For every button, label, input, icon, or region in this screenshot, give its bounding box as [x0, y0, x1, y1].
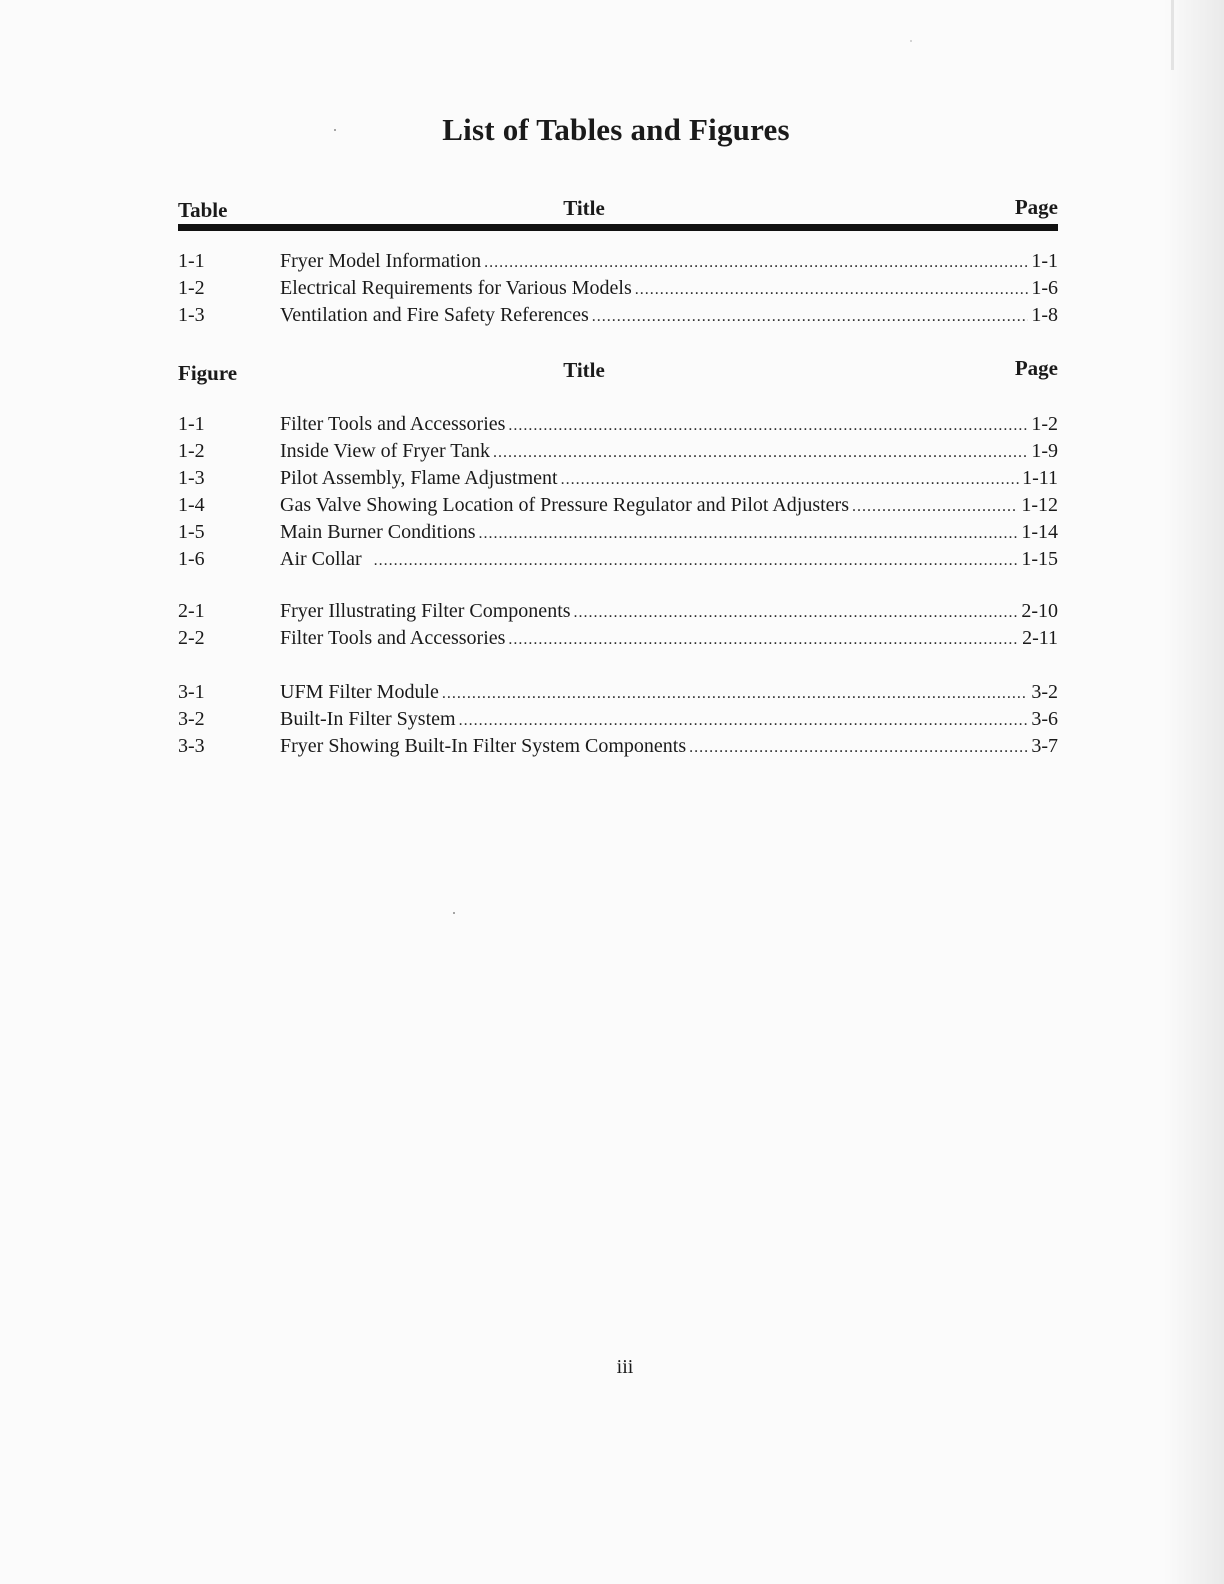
- page-title: List of Tables and Figures: [442, 112, 790, 147]
- entry-page: 1-11: [1022, 467, 1058, 489]
- entry-title: Fryer Showing Built-In Filter System Components: [280, 735, 687, 757]
- table-entry[interactable]: [178, 248, 1058, 275]
- figure-entry[interactable]: [178, 438, 1058, 465]
- entry-number: 1-4: [178, 494, 205, 516]
- entry-number: 1-1: [178, 250, 205, 272]
- entry-number: 1-3: [178, 304, 205, 326]
- entry-page: 2-10: [1021, 600, 1058, 622]
- figure-entry[interactable]: [178, 465, 1058, 492]
- dot-leader: [442, 680, 1028, 707]
- entry-number: 2-2: [178, 627, 205, 649]
- figure-entry[interactable]: [178, 598, 1058, 625]
- entry-title: Air Collar: [280, 548, 362, 570]
- tables-list: [178, 248, 1058, 329]
- entry-title: Main Burner Conditions: [280, 521, 476, 543]
- entry-title: Filter Tools and Accessories: [280, 413, 506, 435]
- figure-entry[interactable]: [178, 492, 1058, 519]
- dot-leader: [374, 547, 1019, 574]
- entry-title: Fryer Model Information: [280, 250, 482, 272]
- dot-leader: [561, 466, 1019, 493]
- entry-page: 3-6: [1031, 708, 1058, 730]
- figures-title-header: Title: [563, 358, 605, 382]
- figures-section: [178, 356, 1058, 757]
- entry-title: UFM Filter Module: [280, 681, 439, 703]
- dot-leader: [592, 303, 1029, 330]
- figures-label-header: Figure: [178, 361, 238, 385]
- tables-section: [178, 195, 1058, 326]
- page-edge-shadow: [1164, 0, 1224, 1584]
- entry-number: 1-1: [178, 413, 205, 435]
- entry-page: 2-11: [1022, 627, 1058, 649]
- dot-leader: [459, 707, 1029, 734]
- figures-group-1: [178, 411, 1058, 573]
- scan-speck: [453, 912, 455, 914]
- entry-page: 1-1: [1031, 250, 1058, 272]
- entry-number: 1-3: [178, 467, 205, 489]
- tables-title-header: Title: [563, 196, 605, 220]
- figures-header-row: [178, 356, 1058, 389]
- figures-group-2: [178, 598, 1058, 652]
- entry-number: 3-3: [178, 735, 205, 757]
- dot-leader: [635, 276, 1029, 303]
- entry-number: 1-6: [178, 548, 205, 570]
- entry-number: 3-1: [178, 681, 205, 703]
- table-entry[interactable]: [178, 275, 1058, 302]
- entry-page: 3-2: [1031, 681, 1058, 703]
- entry-title: Inside View of Fryer Tank: [280, 440, 490, 462]
- figure-entry[interactable]: [178, 706, 1058, 733]
- entry-title: Built-In Filter System: [280, 708, 456, 730]
- entry-number: 1-2: [178, 440, 205, 462]
- entry-page: 1-2: [1031, 413, 1058, 435]
- figure-entry[interactable]: [178, 625, 1058, 652]
- entry-title: Fryer Illustrating Filter Components: [280, 600, 571, 622]
- entry-page: 1-15: [1021, 548, 1058, 570]
- header-rule: [178, 224, 1058, 231]
- entry-title: Filter Tools and Accessories: [280, 627, 506, 649]
- entry-page: 1-12: [1021, 494, 1058, 516]
- tables-page-header: Page: [1014, 195, 1058, 219]
- entry-title: Pilot Assembly, Flame Adjustment: [280, 467, 558, 489]
- entry-number: 3-2: [178, 708, 205, 730]
- tables-label-header: Table: [178, 198, 228, 222]
- entry-number: 2-1: [178, 600, 205, 622]
- dot-leader: [508, 626, 1019, 653]
- table-entry[interactable]: [178, 302, 1058, 329]
- dot-leader: [574, 599, 1019, 626]
- figures-group-3: [178, 679, 1058, 760]
- dot-leader: [508, 412, 1028, 439]
- entry-page: 1-8: [1031, 304, 1058, 326]
- figures-page-header: Page: [1014, 356, 1058, 380]
- figure-entry[interactable]: [178, 733, 1058, 760]
- scan-speck: [910, 40, 912, 42]
- dot-leader: [689, 734, 1028, 761]
- entry-title: Electrical Requirements for Various Models: [280, 277, 632, 299]
- figure-entry[interactable]: [178, 546, 1058, 573]
- entry-number: 1-2: [178, 277, 205, 299]
- dot-leader: [493, 439, 1028, 466]
- figure-entry[interactable]: [178, 519, 1058, 546]
- entry-page: 1-14: [1021, 521, 1058, 543]
- dot-leader: [479, 520, 1019, 547]
- entry-title: Ventilation and Fire Safety References: [280, 304, 589, 326]
- entry-number: 1-5: [178, 521, 205, 543]
- figure-entry[interactable]: [178, 679, 1058, 706]
- page-edge-mark: [1171, 0, 1174, 70]
- figure-entry[interactable]: [178, 411, 1058, 438]
- dot-leader: [484, 249, 1028, 276]
- page-number: iii: [616, 1356, 634, 1378]
- dot-leader: [852, 493, 1018, 520]
- entry-page: 1-9: [1031, 440, 1058, 462]
- entry-title: Gas Valve Showing Location of Pressure Regulator and Pilot Adjusters: [280, 494, 850, 516]
- entry-page: 1-6: [1031, 277, 1058, 299]
- entry-page: 3-7: [1031, 735, 1058, 757]
